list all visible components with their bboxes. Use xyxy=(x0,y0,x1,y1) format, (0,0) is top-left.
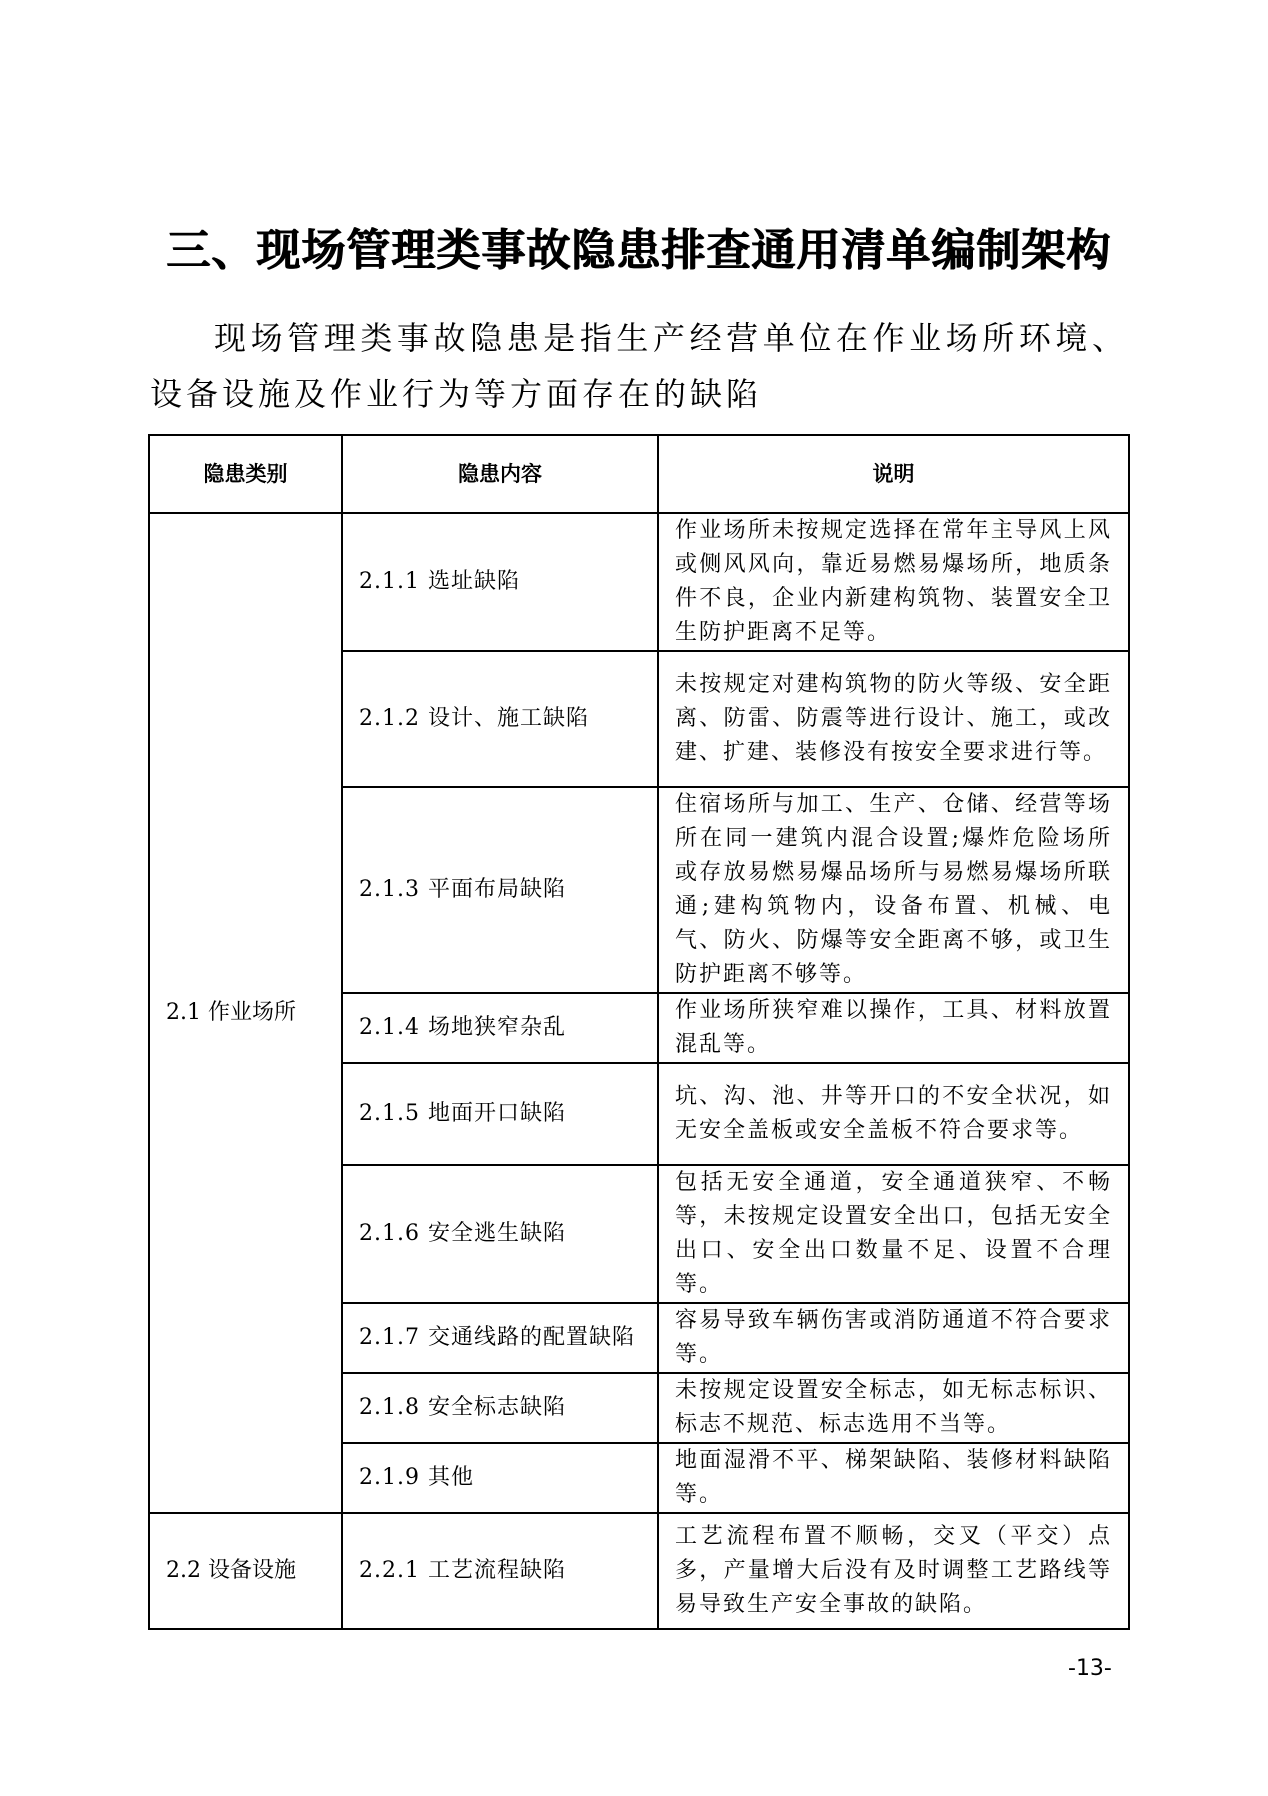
table-row xyxy=(149,1513,1129,1629)
hazard-description-cell: 未按规定对建构筑物的防火等级、安全距离、防雷、防震等进行设计、施工，或改建、扩建、装修没有按安全要求进行等。 xyxy=(658,651,1129,787)
hazard-item-cell: 2.1.5 地面开口缺陷 xyxy=(342,1063,658,1165)
hazard-item-cell: 2.1.2 设计、施工缺陷 xyxy=(342,651,658,787)
hazard-description-cell: 住宿场所与加工、生产、仓储、经营等场所在同一建筑内混合设置;爆炸危险场所或存放易燃易爆品场所与易燃易爆场所联通;建构筑物内，设备布置、机械、电气、防火、防爆等安全距离不够，或卫生防护距离不够等。 xyxy=(658,787,1129,993)
hazard-description-cell: 作业场所狭窄难以操作，工具、材料放置混乱等。 xyxy=(658,993,1129,1063)
hazard-item-cell: 2.1.1 选址缺陷 xyxy=(342,513,658,651)
hazard-item-cell: 2.1.9 其他 xyxy=(342,1443,658,1513)
table-header-row xyxy=(149,435,1129,513)
hazard-item-cell: 2.2.1 工艺流程缺陷 xyxy=(342,1513,658,1629)
hazard-item-cell: 2.1.6 安全逃生缺陷 xyxy=(342,1165,658,1303)
hazard-description-cell: 包括无安全通道，安全通道狭窄、不畅等，未按规定设置安全出口，包括无安全出口、安全出口数量不足、设置不合理等。 xyxy=(658,1165,1129,1303)
header-content: 隐患内容 xyxy=(342,435,658,513)
hazard-table-body xyxy=(149,513,1129,1629)
hazard-item-cell: 2.1.8 安全标志缺陷 xyxy=(342,1373,658,1443)
category-cell: 2.1 作业场所 xyxy=(149,513,342,1513)
hazard-description-cell: 地面湿滑不平、梯架缺陷、装修材料缺陷等。 xyxy=(658,1443,1129,1513)
category-cell: 2.2 设备设施 xyxy=(149,1513,342,1629)
hazard-table xyxy=(148,434,1130,1630)
hazard-description-cell: 容易导致车辆伤害或消防通道不符合要求等。 xyxy=(658,1303,1129,1373)
header-category: 隐患类别 xyxy=(149,435,342,513)
header-description: 说明 xyxy=(658,435,1129,513)
hazard-description-cell: 未按规定设置安全标志，如无标志标识、标志不规范、标志选用不当等。 xyxy=(658,1373,1129,1443)
hazard-item-cell: 2.1.7 交通线路的配置缺陷 xyxy=(342,1303,658,1373)
intro-paragraph: 现场管理类事故隐患是指生产经营单位在作业场所环境、设备设施及作业行为等方面存在的缺陷 xyxy=(150,319,1128,413)
hazard-item-cell: 2.1.4 场地狭窄杂乱 xyxy=(342,993,658,1063)
hazard-description-cell: 工艺流程布置不顺畅，交叉（平交）点多，产量增大后没有及时调整工艺路线等易导致生产安全事故的缺陷。 xyxy=(658,1513,1129,1629)
hazard-item-cell: 2.1.3 平面布局缺陷 xyxy=(342,787,658,993)
page-number: -13- xyxy=(1068,1656,1112,1681)
hazard-description-cell: 作业场所未按规定选择在常年主导风上风或侧风风向，靠近易燃易爆场所，地质条件不良，企业内新建构筑物、装置安全卫生防护距离不足等。 xyxy=(658,513,1129,651)
section-heading: 三、现场管理类事故隐患排查通用清单编制架构 xyxy=(166,225,1111,276)
table-row xyxy=(149,513,1129,651)
hazard-description-cell: 坑、沟、池、井等开口的不安全状况，如无安全盖板或安全盖板不符合要求等。 xyxy=(658,1063,1129,1165)
